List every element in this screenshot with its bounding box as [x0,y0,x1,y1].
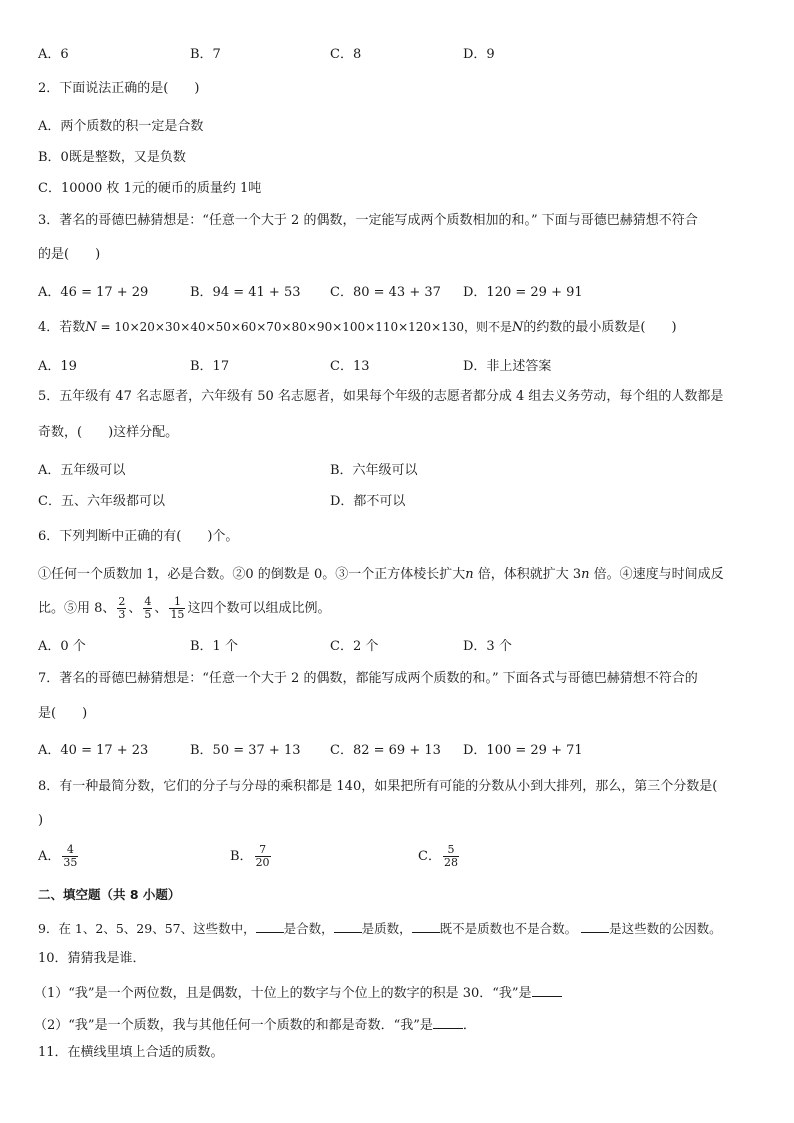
option-d[interactable]: D．3 个 [463,639,512,654]
option-c[interactable]: C．10000 枚 1元的硬币的质量约 1吨 [38,181,262,196]
question-10-sub-1: （1）“我”是一个两位数，且是偶数，十位上的数字与个位上的数字的积是 30．“我”是 [34,982,562,1003]
option-a[interactable]: A． $\frac{4}{35}$ [38,843,78,869]
fraction: $\frac{5}{28}$ [443,843,458,869]
question-4-stem: 4．若数N = 10×20×30×40×50×60×70×80×90×100×110×120×130，则不是N的约数的最小质数是( ) [38,320,677,335]
answer-blank[interactable] [256,918,284,933]
option-b[interactable]: B．1 个 [190,639,238,654]
option-a[interactable]: A．五年级可以 [38,463,126,478]
question-8-stem: 8．有一种最简分数，它们的分子与分母的乘积都是 140，如果把所有可能的分数从小到大排列，那么，第三个分数是( [38,779,718,794]
answer-blank[interactable] [412,918,440,933]
option-d[interactable]: D．100 = 29 + 71 [463,743,583,758]
option-b[interactable]: B．17 [190,359,230,374]
option-d[interactable]: D．都不可以 [330,494,406,509]
section-title: 二、填空题（共 8 小题） [38,887,181,902]
option-a[interactable]: A．19 [38,359,77,374]
question-6-statements-cont: 比。⑤用 8、 $\frac{2}{3}$ 、 $\frac{4}{5}$ 、 $\frac{1}{15}$ 这四个数可以组成比例。 [38,595,331,621]
option-c[interactable]: C．8 [330,47,362,62]
option-b[interactable]: B．94 = 41 + 53 [190,285,301,300]
question-9-stem: 9．在 1、2、5、29、57、这些数中， 是合数， 是质数， 既不是质数也不是合数。 是这些数的公因数。 [38,918,722,938]
option-b[interactable]: B．六年级可以 [330,463,418,478]
answer-blank[interactable] [433,1014,463,1029]
question-10-sub-2: （2）“我”是一个质数，我与其他任何一个质数的和都是奇数．“我”是 ． [34,1014,476,1035]
option-a[interactable]: A．40 = 17 + 23 [38,743,149,758]
question-3-stem-cont: 的是( ) [38,247,101,262]
option-d[interactable]: D．9 [463,47,495,62]
option-c[interactable]: C． $\frac{5}{28}$ [418,843,458,869]
fraction: $\frac{4}{5}$ [144,595,152,621]
option-c[interactable]: C．82 = 69 + 13 [330,743,441,758]
option-c[interactable]: C．80 = 43 + 37 [330,285,441,300]
fraction: $\frac{7}{20}$ [255,843,270,869]
question-7-stem-cont: 是( ) [38,706,88,721]
option-b[interactable]: B．7 [190,47,221,62]
fraction: $\frac{1}{15}$ [170,595,185,621]
question-5-stem: 5．五年级有 47 名志愿者，六年级有 50 名志愿者，如果每个年级的志愿者都分成 4 组去义务劳动，每个组的人数都是 [38,389,724,404]
option-d[interactable]: D．120 = 29 + 91 [463,285,583,300]
option-a[interactable]: A．6 [38,47,69,62]
option-d[interactable]: D．非上述答案 [463,359,552,374]
option-b[interactable]: B． $\frac{7}{20}$ [230,843,270,869]
option-c[interactable]: C．2 个 [330,639,379,654]
fraction: $\frac{2}{3}$ [118,595,126,621]
fraction: $\frac{4}{35}$ [63,843,78,869]
answer-blank[interactable] [334,918,362,933]
answer-blank[interactable] [581,918,609,933]
question-6-stem: 6．下列判断中正确的有( )个。 [38,529,239,544]
question-11-stem: 11．在横线里填上合适的质数。 [38,1045,224,1060]
option-c[interactable]: C．五、六年级都可以 [38,494,165,509]
option-a[interactable]: A．两个质数的积一定是合数 [38,119,204,134]
question-3-stem: 3．著名的哥德巴赫猜想是：“任意一个大于 2 的偶数，一定能写成两个质数相加的和。” 下面与哥德巴赫猜想不符合 [38,213,698,228]
answer-blank[interactable] [532,982,562,997]
option-b[interactable]: B．0既是整数，又是负数 [38,150,186,165]
question-8-stem-cont: ) [38,813,44,828]
question-7-stem: 7．著名的哥德巴赫猜想是：“任意一个大于 2 的偶数，都能写成两个质数的和。” 下面各式与哥德巴赫猜想不符合的 [38,671,698,686]
option-c[interactable]: C．13 [330,359,370,374]
option-a[interactable]: A．46 = 17 + 29 [38,285,149,300]
question-2-stem: 2．下面说法正确的是( ) [38,81,200,96]
question-10-stem: 10．猜猜我是谁． [38,951,146,966]
question-6-statements: ①任何一个质数加 1，必是合数。②0 的倒数是 0。③一个正方体棱长扩大n 倍，体积就扩大 3n 倍。④速度与时间成反 [38,567,724,582]
question-5-stem-cont: 奇数，( )这样分配。 [38,425,179,440]
option-a[interactable]: A．0 个 [38,639,86,654]
option-b[interactable]: B．50 = 37 + 13 [190,743,301,758]
